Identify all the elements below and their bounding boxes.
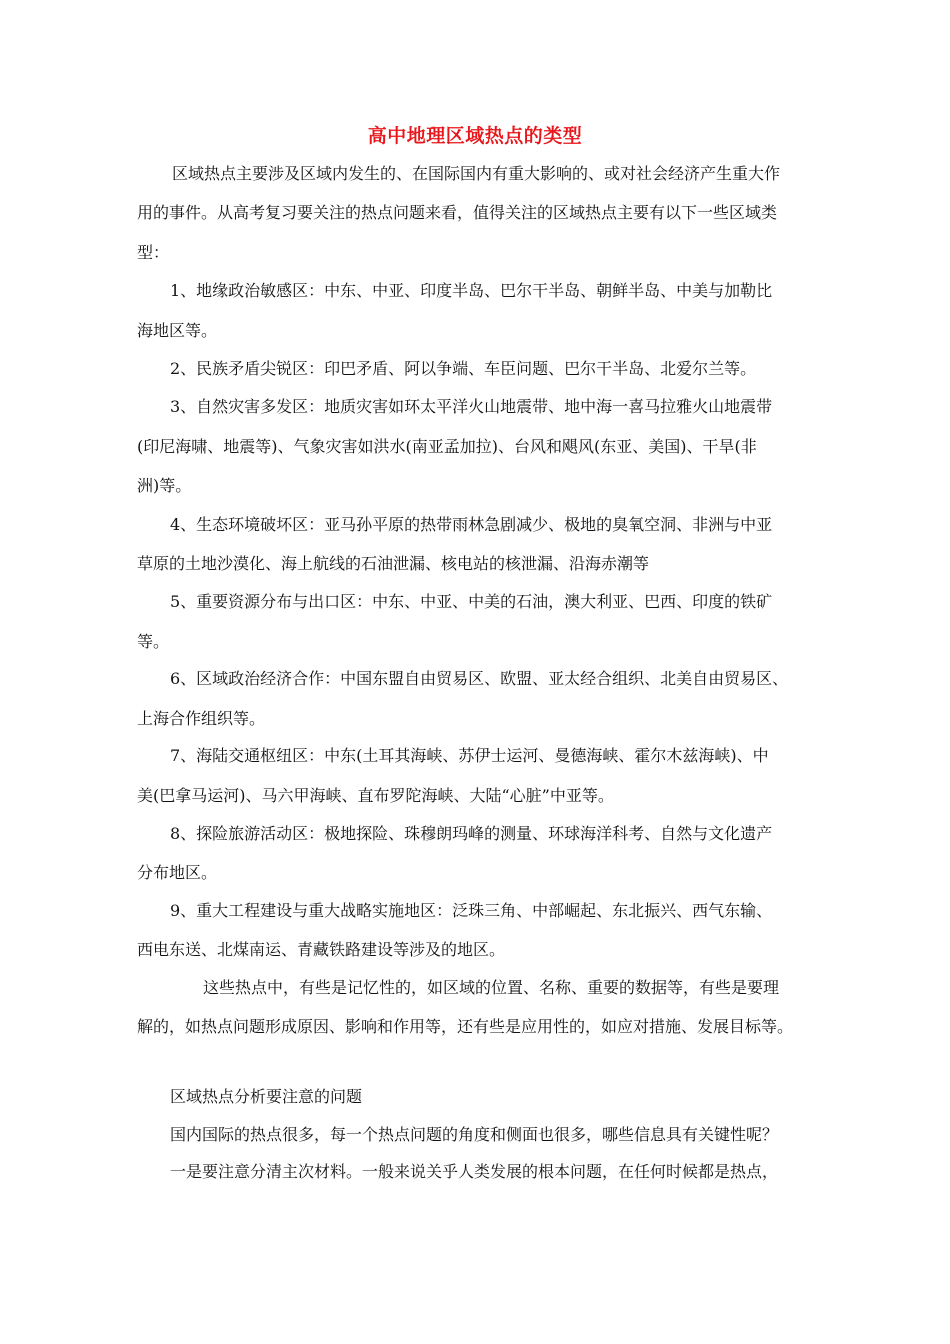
list-item-line: 等。 — [137, 632, 170, 651]
list-item-line: 美(巴拿马运河)、马六甲海峡、直布罗陀海峡、大陆“心脏”中亚等。 — [137, 786, 614, 805]
list-item-line: 洲)等。 — [137, 476, 192, 495]
list-item-line: 海地区等。 — [137, 321, 218, 340]
paragraph-line: 一是要注意分清主次材料。一般来说关乎人类发展的根本问题，在任何时候都是热点， — [170, 1162, 779, 1181]
list-item-line: 2、民族矛盾尖锐区：印巴矛盾、阿以争端、车臣问题、巴尔干半岛、北爱尔兰等。 — [170, 359, 757, 378]
list-item-line: 草原的土地沙漠化、海上航线的石油泄漏、核电站的核泄漏、沿海赤潮等 — [137, 554, 650, 573]
list-item-line: (印尼海啸、地震等)、气象灾害如洪水(南亚孟加拉)、台风和飓风(东亚、美国)、干旱(非 — [137, 437, 757, 456]
list-item-line: 西电东送、北煤南运、青藏铁路建设等涉及的地区。 — [137, 940, 506, 959]
list-item-line: 9、重大工程建设与重大战略实施地区：泛珠三角、中部崛起、东北振兴、西气东输、 — [170, 901, 773, 920]
paragraph-line: 国内国际的热点很多，每一个热点问题的角度和侧面也很多，哪些信息具有关键性呢？ — [170, 1125, 779, 1144]
list-item-line: 4、生态环境破坏区：亚马孙平原的热带雨林急剧减少、极地的臭氧空洞、非洲与中亚 — [170, 515, 773, 534]
paragraph-line: 解的，如热点问题形成原因、影响和作用等，还有些是应用性的，如应对措施、发展目标等。 — [137, 1017, 794, 1036]
list-item-line: 1、地缘政治敏感区：中东、中亚、印度半岛、巴尔干半岛、朝鲜半岛、中美与加勒比 — [170, 281, 773, 300]
document-title: 高中地理区域热点的类型 — [367, 125, 583, 147]
list-item-line: 8、探险旅游活动区：极地探险、珠穆朗玛峰的测量、环球海洋科考、自然与文化遗产 — [170, 824, 773, 843]
paragraph-line: 用的事件。从高考复习要关注的热点问题来看，值得关注的区域热点主要有以下一些区域类 — [137, 203, 778, 222]
list-item-line: 3、自然灾害多发区：地质灾害如环太平洋火山地震带、地中海一喜马拉雅火山地震带 — [170, 397, 773, 416]
list-item-line: 7、海陆交通枢纽区：中东(土耳其海峡、苏伊士运河、曼德海峡、霍尔木兹海峡)、中 — [170, 746, 769, 765]
list-item-line: 上海合作组织等。 — [137, 709, 266, 728]
list-item-line: 6、区域政治经济合作：中国东盟自由贸易区、欧盟、亚太经合组织、北美自由贸易区、 — [170, 669, 789, 688]
paragraph-line: 区域热点主要涉及区域内发生的、在国际国内有重大影响的、或对社会经济产生重大作 — [172, 164, 781, 183]
list-item-line: 分布地区。 — [137, 863, 218, 882]
paragraph-line: 型： — [137, 243, 170, 262]
list-item-line: 5、重要资源分布与出口区：中东、中亚、中美的石油，澳大利亚、巴西、印度的铁矿 — [170, 592, 773, 611]
section-heading: 区域热点分析要注意的问题 — [170, 1087, 363, 1106]
paragraph-line: 这些热点中，有些是记忆性的，如区域的位置、名称、重要的数据等，有些是要理 — [203, 978, 780, 997]
